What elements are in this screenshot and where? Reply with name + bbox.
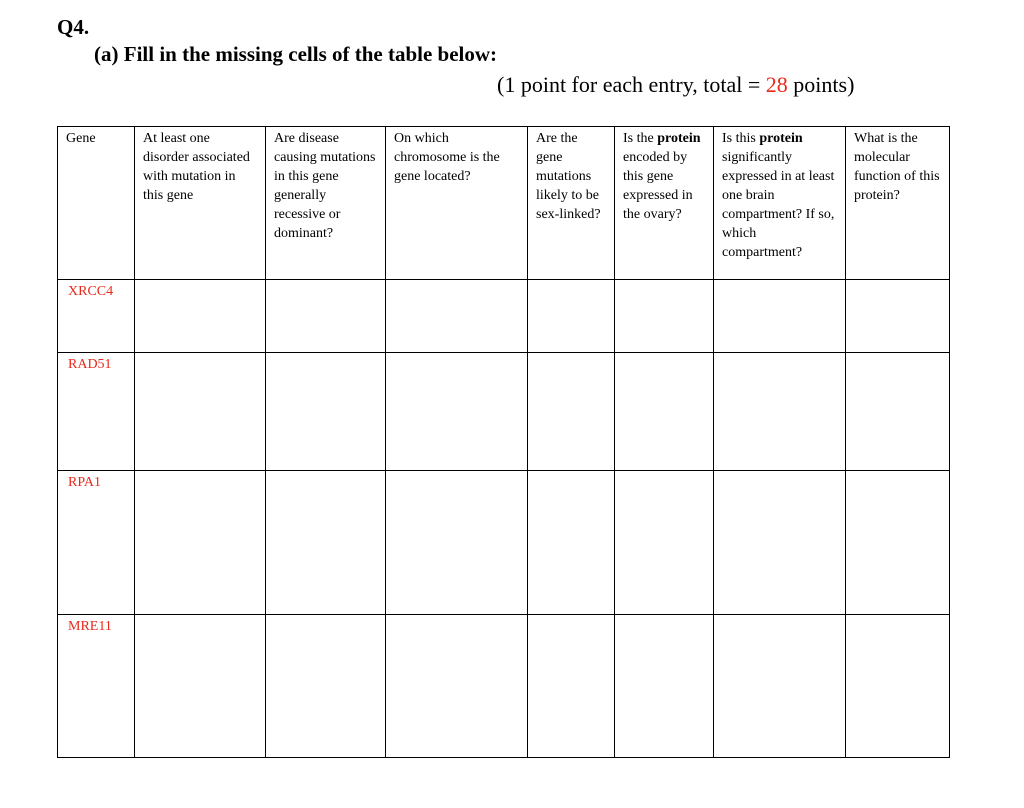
- answer-cell[interactable]: [615, 280, 714, 353]
- header-ovary-expression: Is the protein encoded by this gene expressed in the ovary?: [615, 127, 714, 280]
- gene-name: RPA1: [68, 475, 101, 490]
- answer-cell[interactable]: [528, 471, 615, 615]
- table-row: [58, 471, 950, 615]
- points-suffix: points): [787, 72, 855, 97]
- answer-cell[interactable]: [528, 353, 615, 471]
- points-prefix: (1 point for each entry, total =: [497, 72, 766, 97]
- answer-cell[interactable]: [386, 615, 528, 758]
- header-molecular-function: What is the molecular function of this protein?: [846, 127, 950, 280]
- answer-cell[interactable]: [386, 280, 528, 353]
- answer-cell[interactable]: [846, 471, 950, 615]
- answer-cell[interactable]: [266, 353, 386, 471]
- gene-name: RAD51: [68, 357, 112, 372]
- header-inheritance: Are disease causing mutations in this gene generally recessive or dominant?: [266, 127, 386, 280]
- gene-cell: [58, 280, 135, 353]
- header-brain-expression: Is this protein significantly expressed in at least one brain compartment? If so, which compartment?: [714, 127, 846, 280]
- answer-cell[interactable]: [846, 280, 950, 353]
- gene-cell: [58, 471, 135, 615]
- answer-cell[interactable]: [266, 615, 386, 758]
- gene-cell: [58, 615, 135, 758]
- answer-cell[interactable]: [135, 353, 266, 471]
- answer-cell[interactable]: [266, 471, 386, 615]
- question-instruction: (a) Fill in the missing cells of the table below:: [94, 42, 498, 66]
- table-row: [58, 353, 950, 471]
- points-note: [497, 71, 854, 99]
- answer-cell[interactable]: [615, 471, 714, 615]
- points-total: 28: [765, 72, 788, 97]
- answer-cell[interactable]: [135, 615, 266, 758]
- answer-cell[interactable]: [846, 615, 950, 758]
- answer-cell[interactable]: [615, 615, 714, 758]
- answer-cell[interactable]: [714, 471, 846, 615]
- answer-cell[interactable]: [615, 353, 714, 471]
- header-gene: Gene: [58, 127, 135, 280]
- gene-name: MRE11: [68, 619, 112, 634]
- answer-cell[interactable]: [386, 471, 528, 615]
- gene-name: XRCC4: [68, 284, 114, 299]
- answer-cell[interactable]: [135, 471, 266, 615]
- answer-cell[interactable]: [714, 353, 846, 471]
- gene-table: [57, 126, 950, 758]
- gene-cell: [58, 353, 135, 471]
- answer-cell[interactable]: [266, 280, 386, 353]
- answer-cell[interactable]: [714, 615, 846, 758]
- question-number: Q4.: [57, 15, 90, 39]
- answer-cell[interactable]: [386, 353, 528, 471]
- answer-cell[interactable]: [528, 280, 615, 353]
- header-chromosome: On which chromosome is the gene located?: [386, 127, 528, 280]
- answer-cell[interactable]: [714, 280, 846, 353]
- header-disorder: At least one disorder associated with mutation in this gene: [135, 127, 266, 280]
- header-sex-linked: Are the gene mutations likely to be sex-linked?: [528, 127, 615, 280]
- table-row: [58, 280, 950, 353]
- answer-cell[interactable]: [135, 280, 266, 353]
- table-row: [58, 615, 950, 758]
- answer-cell[interactable]: [846, 353, 950, 471]
- table-header-row: [58, 127, 950, 280]
- answer-cell[interactable]: [528, 615, 615, 758]
